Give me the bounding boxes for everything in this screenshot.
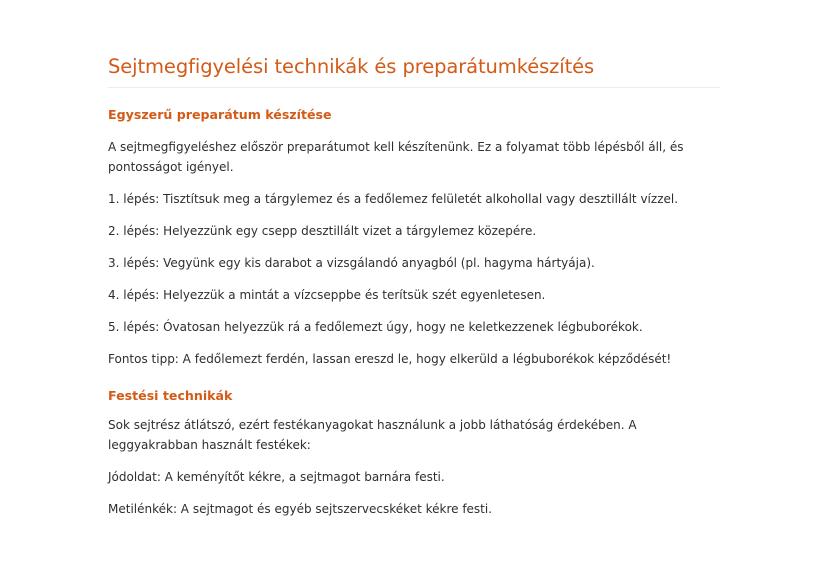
section-preparation: [108, 105, 720, 369]
stain-iodine: Jódoldat: A keményítőt kékre, a sejtmagot barnára festi.: [108, 470, 445, 484]
page-title: Sejtmegfigyelési technikák és preparátumkészítés: [108, 55, 595, 78]
section-staining: [108, 386, 720, 519]
step-4: 4. lépés: Helyezzük a mintát a vízcseppbe és terítsük szét egyenletesen.: [108, 288, 546, 302]
step-3: 3. lépés: Vegyünk egy kis darabot a vizsgálandó anyagból (pl. hagyma hártyája).: [108, 256, 595, 270]
document-body: [108, 52, 720, 519]
tip-paragraph: Fontos tipp: A fedőlemezt ferdén, lassan ereszd le, hogy elkerüld a légbuborékok képződését!: [108, 352, 672, 366]
intro-paragraph: A sejtmegfigyeléshez először preparátumot kell készítenünk. Ez a folyamat több lépésből áll, és pontosságot igényel.: [108, 140, 684, 174]
section-heading-staining: Festési technikák: [108, 388, 233, 403]
step-2: 2. lépés: Helyezzünk egy csepp desztillált vizet a tárgylemez közepére.: [108, 224, 537, 238]
title-divider: [108, 87, 720, 88]
staining-intro-paragraph: Sok sejtrész átlátszó, ezért festékanyagokat használunk a jobb láthatóság érdekében. A leggyakrabban használt festékek:: [108, 418, 637, 452]
stain-methylene-blue: Metilénkék: A sejtmagot és egyéb sejtszervecskéket kékre festi.: [108, 502, 493, 516]
section-heading-preparation: Egyszerű preparátum készítése: [108, 107, 332, 122]
step-1: 1. lépés: Tisztítsuk meg a tárgylemez és a fedőlemez felületét alkohollal vagy desztillált vízzel.: [108, 192, 679, 206]
step-5: 5. lépés: Óvatosan helyezzük rá a fedőlemezt úgy, hogy ne keletkezzenek légbuborékok.: [108, 320, 643, 334]
